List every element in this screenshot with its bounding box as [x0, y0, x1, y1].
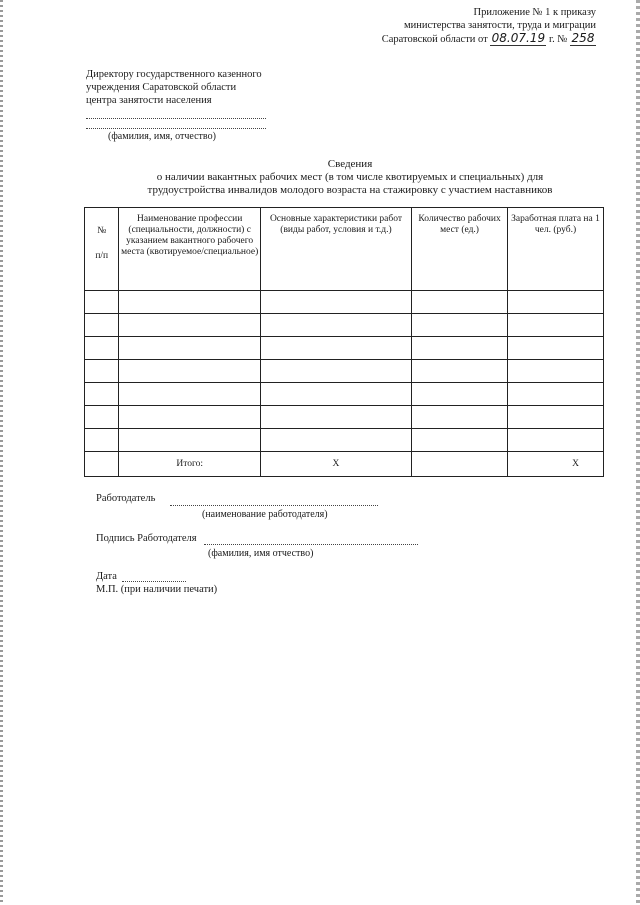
appendix-line-3-mid: г. №: [548, 34, 568, 45]
handwritten-order-number: 258: [571, 31, 595, 45]
table-row: [85, 429, 604, 452]
table-cell[interactable]: [508, 429, 604, 452]
date-label: Дата: [96, 571, 117, 582]
header-number-pp: п/п: [95, 251, 109, 261]
table-row: [85, 360, 604, 383]
table-cell[interactable]: [260, 429, 411, 452]
table-cell[interactable]: [412, 337, 508, 360]
appendix-header: [370, 6, 596, 46]
table-cell[interactable]: [508, 383, 604, 406]
table-cell[interactable]: [412, 406, 508, 429]
table-cell[interactable]: [260, 337, 411, 360]
addressee-line-1: Директору государственного казенного: [86, 69, 262, 80]
table-cell[interactable]: [119, 383, 260, 406]
table-cell[interactable]: [85, 429, 119, 452]
table-row: [85, 291, 604, 314]
table-cell[interactable]: [260, 406, 411, 429]
table-cell[interactable]: [508, 337, 604, 360]
total-x-salary: Х: [508, 452, 604, 477]
table-cell[interactable]: [85, 291, 119, 314]
header-salary: Заработная плата на 1 чел. (руб.): [508, 208, 604, 291]
table-cell[interactable]: [119, 360, 260, 383]
title-line-2: о наличии вакантных рабочих мест (в том числе квотируемых и специальных) для: [156, 171, 544, 183]
table-row: [85, 406, 604, 429]
date-input-line[interactable]: [122, 581, 186, 582]
addressee-fill-line-2: [86, 128, 266, 129]
table-cell[interactable]: [508, 360, 604, 383]
table-cell[interactable]: [260, 360, 411, 383]
header-characteristics: Основные характеристики работ (виды работ, условия и т.д.): [260, 208, 411, 291]
header-number-symbol: №: [97, 226, 107, 236]
table-cell[interactable]: [412, 291, 508, 314]
total-x-characteristics: Х: [260, 452, 411, 477]
table-cell[interactable]: [119, 406, 260, 429]
table-row: [85, 383, 604, 406]
table-cell[interactable]: [412, 429, 508, 452]
table-cell[interactable]: [260, 383, 411, 406]
scan-edge-right: [636, 0, 640, 905]
table-cell[interactable]: [85, 314, 119, 337]
table-cell[interactable]: [119, 314, 260, 337]
appendix-line-3-prefix: Саратовской области от: [381, 34, 488, 45]
table-cell[interactable]: [260, 291, 411, 314]
table-cell[interactable]: [508, 314, 604, 337]
table-cell[interactable]: [412, 383, 508, 406]
title-line-1: Сведения: [327, 158, 373, 170]
table-cell[interactable]: [85, 337, 119, 360]
signature-input-line[interactable]: [204, 544, 418, 545]
table-total-row: [85, 452, 604, 477]
total-quantity-cell[interactable]: [412, 452, 508, 477]
total-label: Итого:: [119, 452, 260, 477]
header-quantity: Количество рабочих мест (ед.): [412, 208, 508, 291]
table-cell[interactable]: [85, 406, 119, 429]
employer-label: Работодатель: [96, 493, 156, 504]
stamp-label: М.П. (при наличии печати): [96, 584, 218, 595]
handwritten-date: 08.07.19: [491, 31, 546, 45]
signature-caption: (фамилия, имя отчество): [208, 548, 314, 559]
header-number: [85, 208, 119, 291]
vacancies-table: [84, 207, 604, 477]
header-profession: Наименование профессии (специальности, должности) с указанием вакантного рабочего места (квотируемое/специальное): [119, 208, 260, 291]
employer-input-line[interactable]: [170, 505, 378, 506]
addressee-line-2: учреждения Саратовской области: [86, 82, 237, 93]
table-cell[interactable]: [85, 383, 119, 406]
table-cell[interactable]: [508, 291, 604, 314]
document-title: [100, 158, 600, 197]
table-cell[interactable]: [260, 314, 411, 337]
table-cell[interactable]: [119, 337, 260, 360]
appendix-line-1: Приложение № 1 к приказу: [473, 7, 596, 18]
table-cell[interactable]: [119, 429, 260, 452]
table-cell[interactable]: [412, 360, 508, 383]
table-cell[interactable]: [412, 314, 508, 337]
table-cell[interactable]: [85, 360, 119, 383]
table-cell[interactable]: [119, 291, 260, 314]
signature-label: Подпись Работодателя: [96, 533, 197, 544]
table-cell[interactable]: [508, 406, 604, 429]
addressee-caption: (фамилия, имя, отчество): [108, 131, 216, 142]
addressee-block: [86, 68, 316, 107]
table-row: [85, 314, 604, 337]
addressee-line-3: центра занятости населения: [86, 95, 212, 106]
total-cell-number: [85, 452, 119, 477]
addressee-fill-line-1: [86, 118, 266, 119]
appendix-line-2: министерства занятости, труда и миграции: [404, 20, 596, 31]
table-row: [85, 337, 604, 360]
scan-edge-left: [0, 0, 3, 905]
appendix-line-3: [370, 32, 596, 46]
title-line-3: трудоустройства инвалидов молодого возраста на стажировку с участием наставников: [147, 184, 553, 196]
employer-caption: (наименование работодателя): [202, 509, 328, 520]
table-header-row: [85, 208, 604, 291]
